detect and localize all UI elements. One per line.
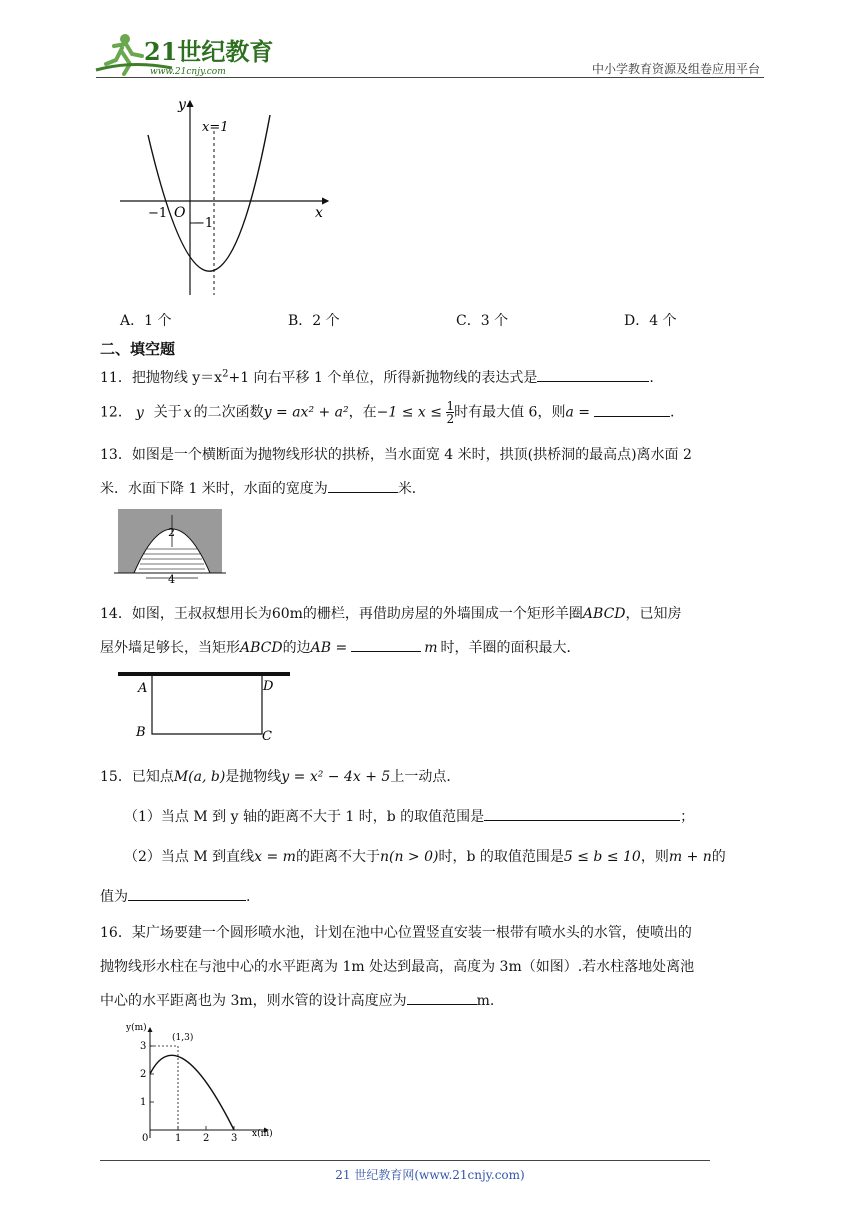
q15-p3-a: 值为: [100, 889, 128, 905]
question-15-part-1: [124, 806, 694, 826]
q15-p3-end: .: [246, 889, 251, 905]
fence-rectangle: [152, 674, 262, 734]
q16-line1: 某广场要建一个圆形喷水池，计划在池中心位置竖直安装一根带有喷水头的水管，使喷出的: [131, 925, 692, 941]
x-axis-label: x: [315, 205, 323, 221]
x-neg1-label: −1: [148, 206, 168, 221]
q16-number: 16．: [100, 925, 132, 941]
q14-l1-c: ，已知房: [625, 606, 682, 622]
fig16-ytick-1: 1: [140, 1097, 147, 1108]
q13-number: 13．: [100, 447, 132, 463]
q14-l2-a: 屋外墙足够长，当矩形: [100, 640, 240, 656]
q12-frac-den: 2: [446, 412, 455, 426]
option-b: B．2 个: [288, 313, 340, 329]
q15-n-cond: n(n > 0): [379, 849, 439, 865]
q15-p2-b: 的距离不大于: [295, 849, 380, 865]
q12-t4: 时有最大值 6，则: [454, 404, 566, 421]
q15-l1-a: 已知点: [131, 769, 174, 785]
q12-fraction: [446, 400, 454, 425]
q13-answer-blank[interactable]: [328, 478, 398, 493]
q16-line3-a: 中心的水平距离也为 3m，则水管的设计高度应为: [100, 993, 407, 1009]
q14-unit: m: [424, 640, 438, 656]
arch-bridge-figure: [114, 507, 226, 586]
q15-mn: m + n: [668, 849, 712, 865]
question-15-line-1: [100, 766, 460, 786]
parabola-graph: [110, 95, 340, 300]
y-axis-label: y: [178, 97, 186, 113]
option-a: A．1 个: [120, 313, 172, 329]
q12-var-y: y: [135, 404, 144, 421]
q11-sup: 2: [222, 368, 229, 380]
q15-p2-a: （2）当点 M 到直线: [124, 849, 255, 865]
logo-text: 21世纪教育: [144, 37, 274, 66]
q12-var-a: a =: [565, 404, 590, 421]
q13-line2-b: 米．: [397, 481, 426, 497]
q12-frac-num: 1: [446, 399, 455, 413]
q16-line2: 抛物线形水柱在与池中心的水平距离为 1m 处达到最高，高度为 3m（如图）.若水柱落地处离池: [100, 959, 695, 975]
question-13-line-1: [100, 444, 692, 464]
symmetry-axis-label: x=1: [202, 120, 229, 135]
fig16-y-label: y(m): [126, 1023, 147, 1033]
q15-p2-c: 时，b 的取值范围是: [438, 849, 564, 865]
q14-ab: AB =: [310, 640, 348, 656]
q12-answer-blank[interactable]: [594, 402, 670, 417]
q12-number: 12．: [100, 404, 132, 421]
point-c-label: C: [262, 729, 272, 744]
fig16-xtick-3: 3: [231, 1133, 238, 1144]
fountain-graph: [122, 1020, 272, 1144]
fig13-height-label: 2: [168, 526, 175, 539]
question-11: [100, 367, 654, 387]
question-12: [100, 400, 674, 425]
q12-var-x: x: [183, 404, 192, 421]
q14-rect-2: ABCD: [240, 640, 283, 656]
q15-part1-answer-blank[interactable]: [484, 806, 680, 821]
sheep-pen-figure: [118, 668, 294, 744]
fig16-xtick-1: 1: [175, 1133, 182, 1144]
q12-range: −1 ≤ x ≤: [376, 404, 442, 421]
q14-l2-b: 的边: [282, 640, 311, 656]
q12-t1: 关于: [153, 404, 182, 421]
question-15-part-2: [124, 846, 726, 866]
q14-answer-blank[interactable]: [351, 637, 421, 652]
fig13-width-label: 4: [168, 573, 175, 586]
q13-line2-a: 米．水面下降 1 米时，水面的宽度为: [100, 481, 328, 497]
q15-l1-b: 是抛物线: [225, 769, 282, 785]
q15-part2-answer-blank[interactable]: [128, 886, 246, 901]
question-13-line-2: [100, 478, 426, 498]
q14-length: 60m: [271, 606, 303, 622]
platform-name: 中小学教育资源及组卷应用平台: [591, 62, 760, 76]
origin-label: O: [174, 205, 186, 221]
q12-t3: ，在: [348, 404, 377, 421]
question-16-line-1: [100, 922, 692, 942]
q11-end: .: [649, 370, 654, 386]
point-d-label: D: [263, 679, 274, 694]
fountain-curve: [150, 1055, 234, 1130]
fig16-x-label: x(m): [252, 1129, 273, 1139]
question-16-line-2: [100, 956, 694, 976]
point-a-label: A: [138, 681, 148, 696]
q15-b-range: 5 ≤ b ≤ 10: [563, 849, 641, 865]
y-neg1-label: −1: [194, 216, 214, 231]
fig16-xtick-0: 0: [142, 1133, 149, 1144]
parabola-curve: [148, 115, 270, 271]
q11-answer-blank[interactable]: [537, 367, 649, 382]
option-d: D．4 个: [624, 313, 677, 329]
q15-line-eq: x = m: [254, 849, 296, 865]
header-divider: [96, 77, 764, 78]
question-16-line-3: [100, 990, 494, 1010]
option-c: C．3 个: [456, 313, 509, 329]
q15-p1-a: （1）当点 M 到 y 轴的距离不大于 1 时，b 的取值范围是: [124, 809, 485, 825]
fig16-vertex-label: (1,3): [172, 1033, 194, 1043]
question-15-part-2-cont: [100, 886, 250, 906]
point-b-label: B: [136, 725, 146, 740]
q15-point: M(a, b): [173, 769, 226, 785]
footer-text: 21 世纪教育网(www.21cnjy.com): [335, 1168, 525, 1182]
q14-number: 14．: [100, 606, 132, 622]
q14-l1-a: 如图，王叔叔想用长为: [131, 606, 272, 622]
q15-p2-e: 的: [711, 849, 726, 865]
q14-l2-c: 时，羊圈的面积最大．: [440, 640, 581, 656]
q15-l1-c: 上一动点．: [390, 769, 461, 785]
q15-number: 15．: [100, 769, 132, 785]
section-title: 二、填空题: [100, 340, 176, 358]
q11-text-after: +1 向右平移 1 个单位，所得新抛物线的表达式是: [228, 370, 538, 386]
q14-rect: ABCD: [582, 606, 626, 622]
q15-parabola: y = x² − 4x + 5: [281, 769, 391, 785]
q16-line3-b: m.: [476, 993, 495, 1009]
q15-p2-d: ，则: [640, 849, 669, 865]
question-14-line-2: [100, 637, 580, 657]
q11-number: 11．: [100, 370, 132, 386]
q16-answer-blank[interactable]: [407, 990, 477, 1005]
q12-function: y = ax² + a²: [263, 404, 349, 421]
q12-end: .: [669, 404, 675, 421]
fig16-ytick-3: 3: [140, 1041, 147, 1052]
q11-text-before: 把抛物线 y＝x: [131, 370, 223, 386]
q13-line1: 如图是一个横断面为抛物线形状的拱桥，当水面宽 4 米时，拱顶(拱桥洞的最高点)离水面 2: [131, 447, 692, 463]
q15-p1-end: ；: [680, 809, 695, 825]
question-14-line-1: [100, 603, 682, 623]
logo-url: www.21cnjy.com: [150, 67, 226, 77]
q12-t2: 的二次函数: [193, 404, 264, 421]
site-logo: [92, 30, 274, 80]
fig16-xtick-2: 2: [203, 1133, 210, 1144]
fig16-ytick-2: 2: [140, 1069, 147, 1080]
footer-divider: [100, 1160, 710, 1161]
q14-l1-b: 的栅栏，再借助房屋的外墙围成一个矩形羊圈: [302, 606, 583, 622]
